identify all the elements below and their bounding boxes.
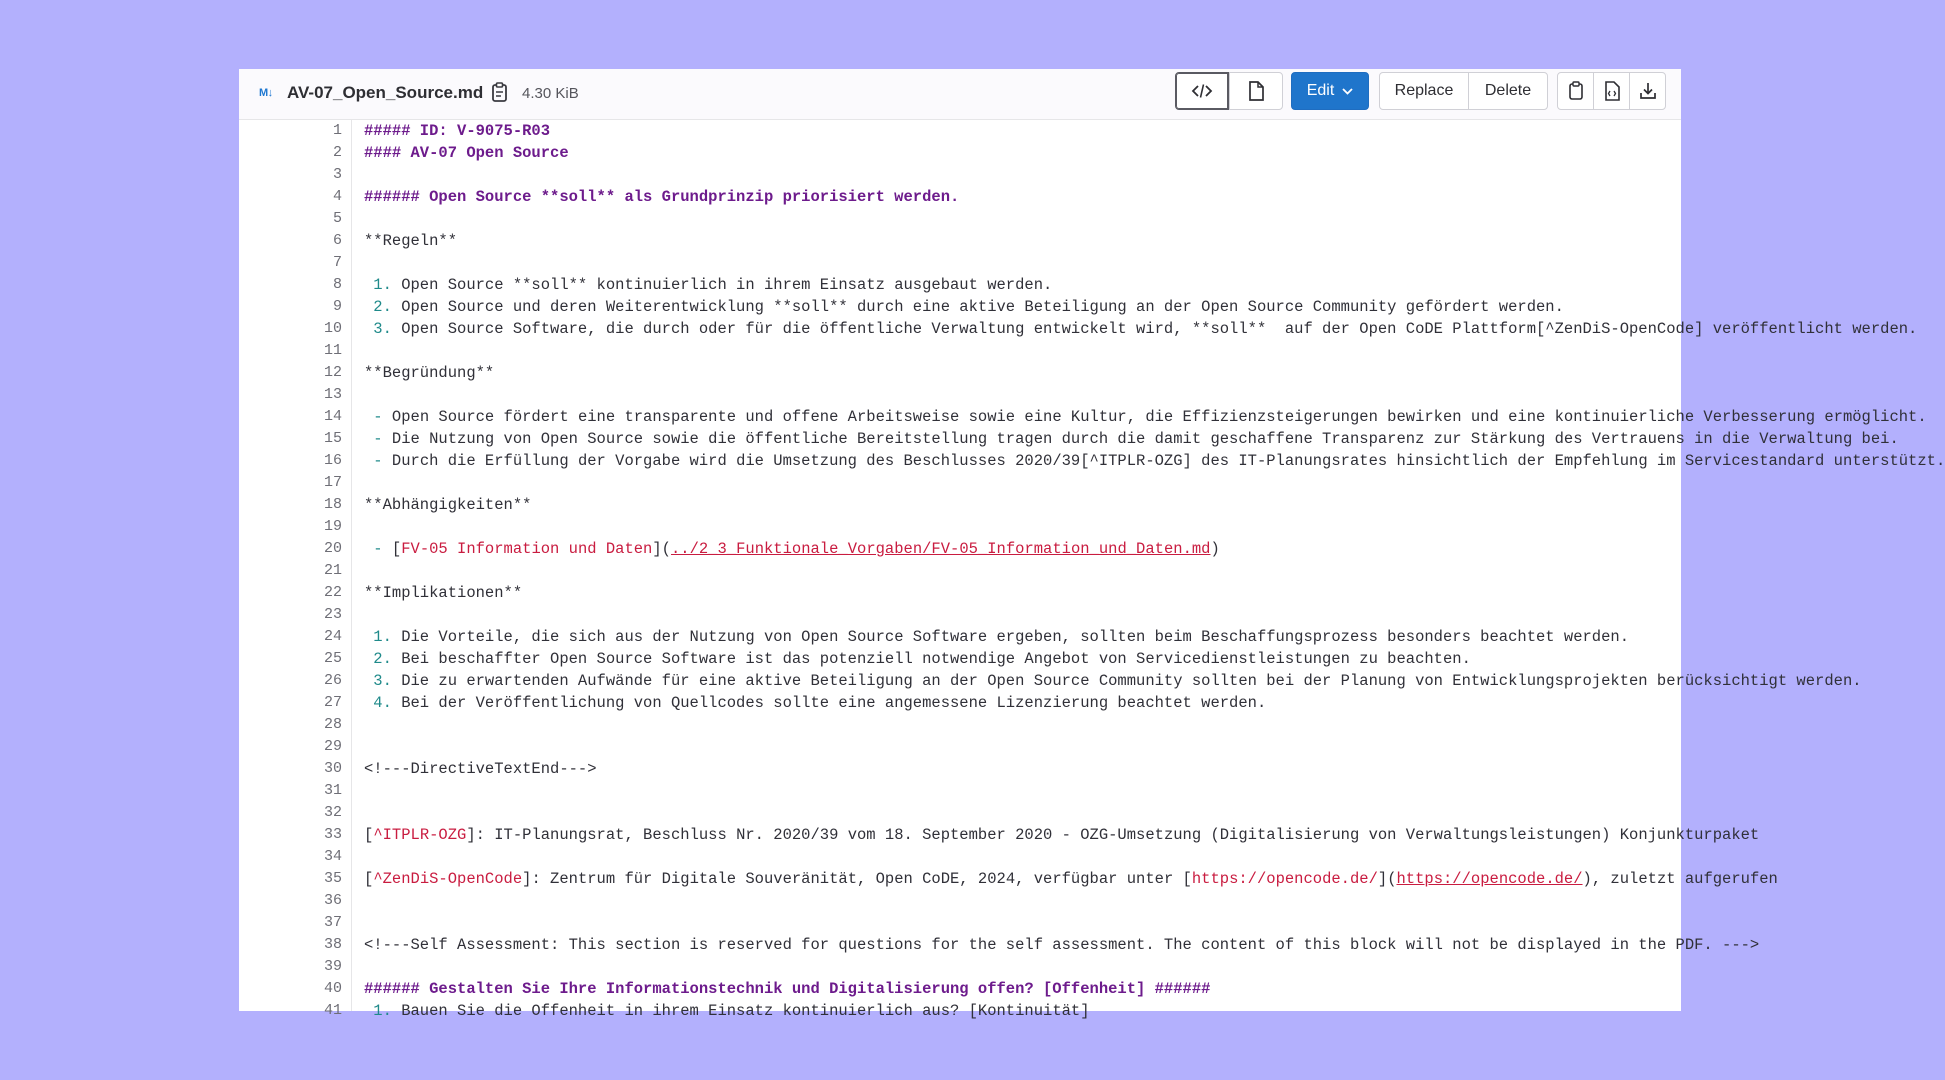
line-number[interactable]: 24 <box>323 628 342 645</box>
line-number[interactable]: 4 <box>332 188 342 205</box>
list-marker: 4. <box>364 694 392 712</box>
list-marker: - <box>364 452 383 470</box>
code-line <box>239 428 1899 450</box>
line-text: **Regeln** <box>364 232 458 250</box>
line-number[interactable]: 16 <box>323 452 342 469</box>
edit-button-label: Edit <box>1306 82 1335 99</box>
line-number[interactable]: 27 <box>323 694 342 711</box>
line-number[interactable]: 40 <box>323 980 342 997</box>
line-content <box>364 1000 1090 1022</box>
list-marker: 2. <box>364 298 392 316</box>
line-number[interactable]: 14 <box>323 408 342 425</box>
code-line <box>239 868 1778 890</box>
line-content <box>364 824 1759 846</box>
edit-button[interactable] <box>1291 72 1369 110</box>
line-text: #### AV-07 Open Source <box>364 144 569 162</box>
code-line <box>239 802 1681 824</box>
line-text: ]: IT-Planungsrat, Beschluss Nr. 2020/39 vom 18. September 2020 - OZG-Umsetzung (Digitalisierung von Verwaltungsleistungen) Konjunkturpaket <box>466 826 1760 844</box>
code-line <box>239 934 1760 956</box>
line-content <box>364 406 1927 428</box>
document-icon <box>1248 81 1264 101</box>
line-content <box>364 626 1629 648</box>
link-url[interactable]: https://opencode.de/ <box>1396 870 1583 888</box>
code-line <box>239 978 1681 1000</box>
line-content <box>364 978 1210 1000</box>
line-content <box>364 230 457 252</box>
line-content <box>364 296 1564 318</box>
line-text: Die Nutzung von Open Source sowie die öffentliche Bereitstellung tragen durch die damit geschaffene Transparenz zur Stärkung des Vertrauens in die Verwaltung bei. <box>382 430 1899 448</box>
copy-contents-button[interactable] <box>1557 72 1594 110</box>
line-text: ]( <box>1377 870 1397 888</box>
code-line <box>239 406 1927 428</box>
line-text: ), zuletzt aufgerufen <box>1582 870 1778 888</box>
code-line <box>239 164 1681 186</box>
copy-file-path-icon[interactable] <box>489 81 511 105</box>
markdown-file-icon: M↓ <box>259 87 273 99</box>
line-text: [ <box>382 540 402 558</box>
list-marker: - <box>364 430 383 448</box>
display-rendered-button[interactable] <box>1229 72 1283 110</box>
line-number[interactable]: 38 <box>323 936 342 953</box>
code-view[interactable] <box>239 120 1945 1020</box>
line-number[interactable]: 37 <box>323 914 342 931</box>
file-header <box>239 69 1681 120</box>
code-line <box>239 714 1681 736</box>
line-text: [ <box>364 870 374 888</box>
file-size: 4.30 KiB <box>522 85 579 102</box>
line-number[interactable]: 41 <box>323 1002 342 1019</box>
line-number[interactable]: 22 <box>323 584 342 601</box>
line-number[interactable]: 17 <box>323 474 342 491</box>
code-icon <box>1192 83 1212 99</box>
line-number[interactable]: 6 <box>332 232 342 249</box>
line-content <box>364 692 1266 714</box>
line-text: **Abhängigkeiten** <box>364 496 532 514</box>
delete-button[interactable]: Delete <box>1468 72 1548 110</box>
download-icon <box>1639 82 1657 100</box>
line-number[interactable]: 35 <box>323 870 342 887</box>
code-line <box>239 890 1681 912</box>
line-content <box>364 648 1471 670</box>
line-number[interactable]: 33 <box>323 826 342 843</box>
code-line <box>239 626 1681 648</box>
line-number[interactable]: 26 <box>323 672 342 689</box>
line-number[interactable]: 9 <box>332 298 342 315</box>
line-number[interactable]: 25 <box>323 650 342 667</box>
code-line <box>239 120 1681 142</box>
code-line <box>239 604 1681 626</box>
line-number[interactable]: 30 <box>323 760 342 777</box>
line-number[interactable]: 23 <box>323 606 342 623</box>
line-text: ##### ID: V-9075-R03 <box>364 122 551 140</box>
line-content <box>364 494 531 516</box>
code-line <box>239 494 1681 516</box>
line-number[interactable]: 15 <box>323 430 342 447</box>
line-number[interactable]: 29 <box>323 738 342 755</box>
line-number[interactable]: 5 <box>332 210 342 227</box>
code-line <box>239 230 1681 252</box>
display-source-button[interactable] <box>1175 72 1229 110</box>
line-number[interactable]: 31 <box>323 782 342 799</box>
line-content <box>364 670 1862 692</box>
line-text: [ <box>364 826 374 844</box>
file-name: AV-07_Open_Source.md <box>287 83 484 102</box>
line-number[interactable]: 3 <box>332 166 342 183</box>
code-line <box>239 472 1681 494</box>
code-line <box>239 560 1681 582</box>
replace-button[interactable]: Replace <box>1379 72 1469 110</box>
list-marker: 1. <box>364 628 392 646</box>
code-line <box>239 692 1681 714</box>
line-content <box>364 582 522 604</box>
list-marker: 3. <box>364 672 392 690</box>
line-text: ) <box>1210 540 1220 558</box>
line-content <box>364 362 494 384</box>
link-text[interactable]: FV-05 Information und Daten <box>401 540 653 558</box>
line-text: ]: Zentrum für Digitale Souveränität, Open CoDE, 2024, verfügbar unter [ <box>522 870 1192 888</box>
code-line <box>239 582 1681 604</box>
code-line <box>239 274 1681 296</box>
line-number[interactable]: 7 <box>332 254 342 271</box>
code-line <box>239 186 1681 208</box>
line-text: <!---Self Assessment: This section is reserved for questions for the self assessment. The content of this block will not be displayed in the PDF. ---> <box>364 936 1760 954</box>
line-number[interactable]: 11 <box>323 342 342 359</box>
line-text: ###### Open Source **soll** als Grundprinzip priorisiert werden. <box>364 188 960 206</box>
code-line <box>239 450 1945 472</box>
code-line <box>239 846 1681 868</box>
line-text: **Begründung** <box>364 364 495 382</box>
line-text: Open Source Software, die durch oder für die öffentliche Verwaltung entwickelt wird, **soll** auf der Open CoDE Plattform[^ZenDiS-OpenCode] veröffentlicht werden. <box>391 320 1918 338</box>
code-line <box>239 758 1681 780</box>
link-text[interactable]: https://opencode.de/ <box>1191 870 1378 888</box>
line-text: Die Vorteile, die sich aus der Nutzung von Open Source Software ergeben, sollten beim Beschaffungsprozess besonders beachtet werden. <box>391 628 1630 646</box>
line-text: Bauen Sie die Offenheit in ihrem Einsatz kontinuierlich aus? [Kontinuität] <box>391 1002 1090 1020</box>
line-content <box>364 934 1759 956</box>
line-number[interactable]: 12 <box>323 364 342 381</box>
code-line <box>239 538 1681 560</box>
line-text: Open Source **soll** kontinuierlich in ihrem Einsatz ausgebaut werden. <box>391 276 1053 294</box>
line-content <box>364 868 1778 890</box>
clipboard-icon <box>1568 81 1584 101</box>
line-text: Open Source und deren Weiterentwicklung **soll** durch eine aktive Beteiligung an der Open Source Community gefördert werden. <box>391 298 1564 316</box>
line-number[interactable]: 1 <box>332 122 342 139</box>
line-text: <!---DirectiveTextEnd---> <box>364 760 597 778</box>
code-line <box>239 362 1681 384</box>
line-text: Open Source fördert eine transparente und offene Arbeitsweise sowie eine Kultur, die Effizienzsteigerungen bewirken und eine kontinuierliche Verbesserung ermöglicht. <box>382 408 1927 426</box>
chevron-down-icon <box>1342 88 1353 95</box>
line-number[interactable]: 8 <box>332 276 342 293</box>
code-line <box>239 340 1681 362</box>
link-text[interactable]: ^ITPLR-OZG <box>373 826 467 844</box>
code-line <box>239 318 1918 340</box>
line-number[interactable]: 34 <box>323 848 342 865</box>
list-marker: - <box>364 540 383 558</box>
code-line <box>239 142 1681 164</box>
line-content <box>364 318 1917 340</box>
list-marker: 2. <box>364 650 392 668</box>
line-content <box>364 428 1899 450</box>
line-number[interactable]: 32 <box>323 804 342 821</box>
line-number[interactable]: 20 <box>323 540 342 557</box>
list-marker: 1. <box>364 1002 392 1020</box>
download-button[interactable] <box>1629 72 1666 110</box>
line-number[interactable]: 13 <box>323 386 342 403</box>
line-content <box>364 120 550 142</box>
line-content <box>364 758 597 780</box>
line-number[interactable]: 28 <box>323 716 342 733</box>
line-text: Bei beschaffter Open Source Software ist das potenziell notwendige Angebot von Servicedienstleistungen zu beachten. <box>391 650 1471 668</box>
line-text: Durch die Erfüllung der Vorgabe wird die Umsetzung des Beschlusses 2020/39[^ITPLR-OZG] des IT-Planungsrates hinsichtlich der Empfehlung im Servicestandard unterstützt. <box>382 452 1945 470</box>
list-marker: 3. <box>364 320 392 338</box>
code-line <box>239 516 1681 538</box>
code-line <box>239 956 1681 978</box>
code-line <box>239 384 1681 406</box>
line-content <box>364 274 1052 296</box>
code-line <box>239 1000 1681 1022</box>
line-number[interactable]: 18 <box>323 496 342 513</box>
line-text: Die zu erwartenden Aufwände für eine aktive Beteiligung an der Open Source Community sollten bei der Planung von Entwicklungsprojekten berücksichtigt werden. <box>391 672 1862 690</box>
code-line <box>239 780 1681 802</box>
code-line <box>239 670 1862 692</box>
code-line <box>239 736 1681 758</box>
line-number[interactable]: 19 <box>323 518 342 535</box>
file-viewer-window <box>239 69 1945 1020</box>
open-raw-button[interactable] <box>1593 72 1630 110</box>
code-line <box>239 912 1681 934</box>
line-content <box>364 142 569 164</box>
code-line <box>239 824 1760 846</box>
code-lines <box>239 120 1945 1022</box>
code-line <box>239 252 1681 274</box>
code-line <box>239 296 1681 318</box>
line-text: ]( <box>652 540 671 558</box>
code-line <box>239 648 1681 670</box>
line-number[interactable]: 21 <box>323 562 342 579</box>
line-number[interactable]: 36 <box>323 892 342 909</box>
line-text: ###### Gestalten Sie Ihre Informationstechnik und Digitalisierung offen? [Offenheit] ###### <box>364 980 1211 998</box>
link-url[interactable]: ../2_3_Funktionale_Vorgaben/FV-05_Information_und_Daten.md <box>670 540 1211 558</box>
line-text: **Implikationen** <box>364 584 523 602</box>
line-content <box>364 186 959 208</box>
line-text: Bei der Veröffentlichung von Quellcodes sollte eine angemessene Lizenzierung beachtet werden. <box>391 694 1267 712</box>
line-content <box>364 450 1945 472</box>
file-code-icon <box>1604 81 1620 101</box>
code-line <box>239 208 1681 230</box>
list-marker: 1. <box>364 276 392 294</box>
link-text[interactable]: ^ZenDiS-OpenCode <box>373 870 523 888</box>
line-number[interactable]: 2 <box>332 144 342 161</box>
line-number[interactable]: 10 <box>323 320 342 337</box>
line-content <box>364 538 1220 560</box>
line-number[interactable]: 39 <box>323 958 342 975</box>
list-marker: - <box>364 408 383 426</box>
